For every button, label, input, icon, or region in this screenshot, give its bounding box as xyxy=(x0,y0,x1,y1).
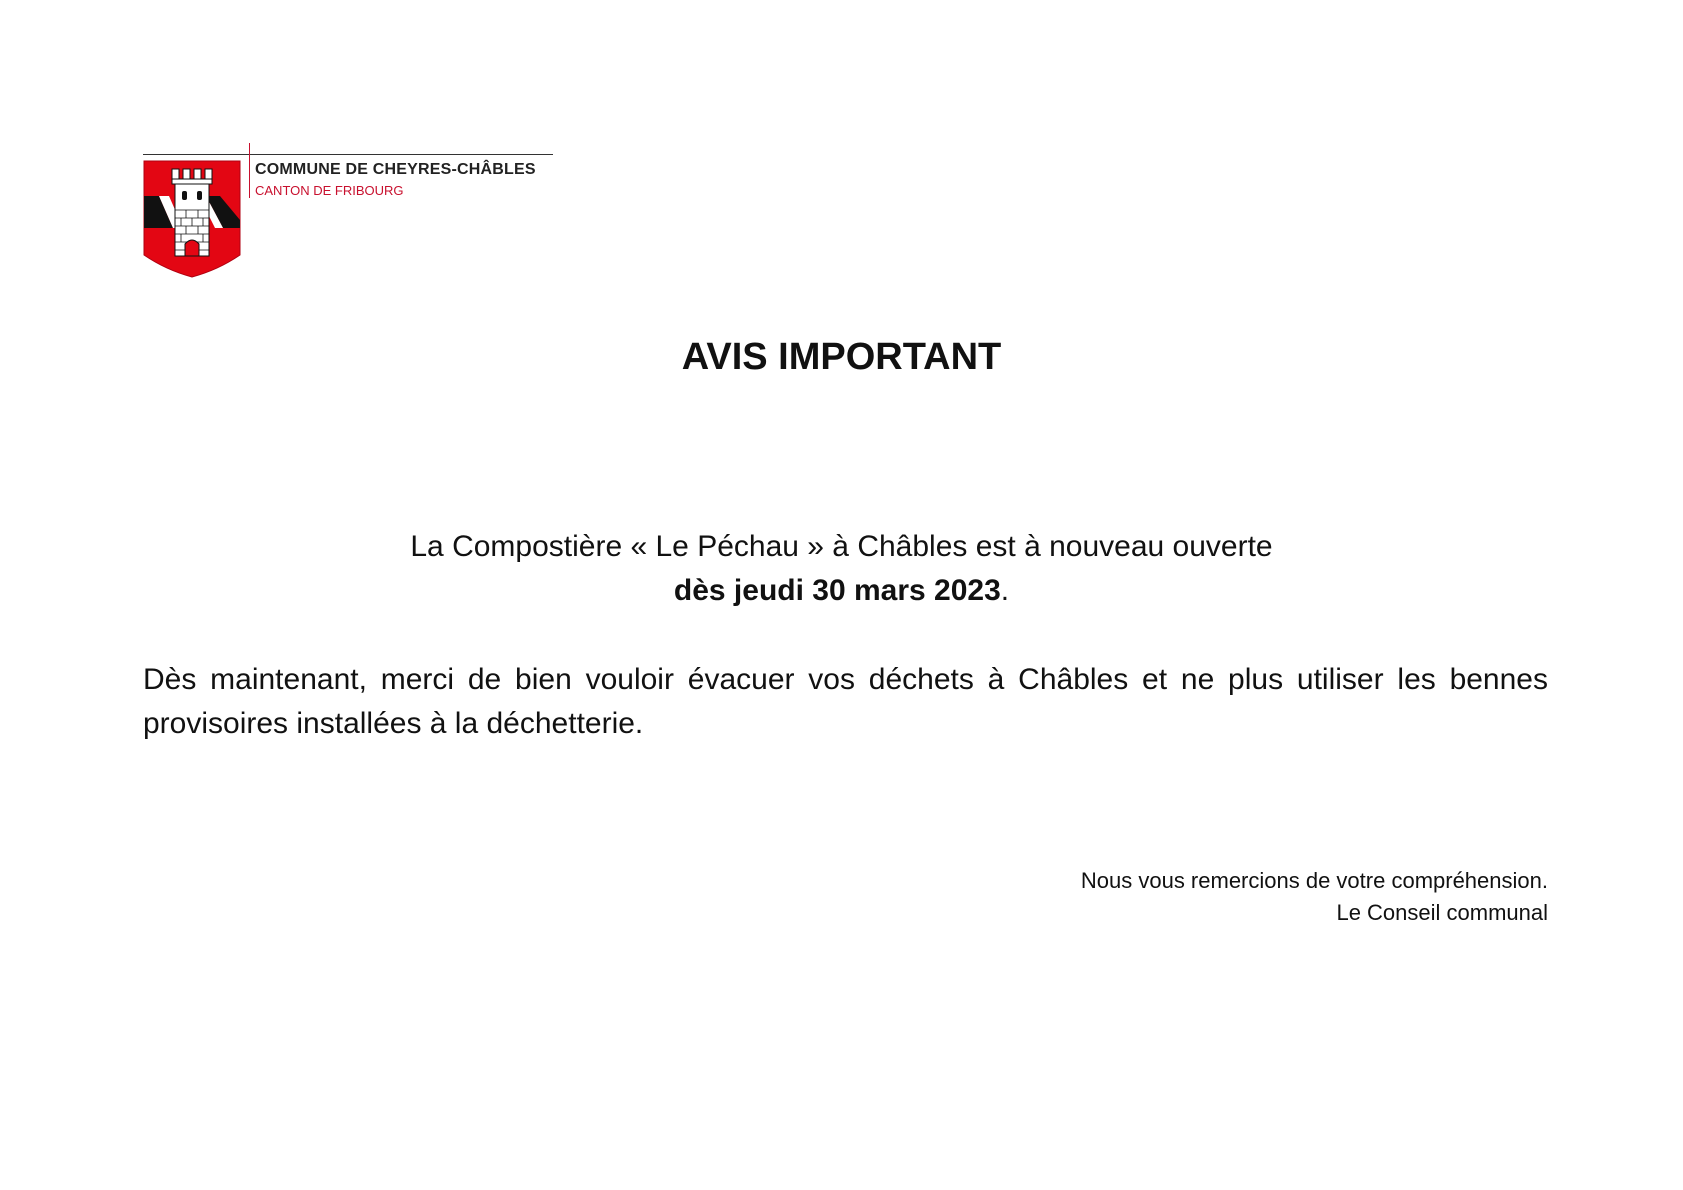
announcement xyxy=(0,525,1683,613)
canton-name: CANTON DE FRIBOURG xyxy=(255,183,404,198)
reopening-date: dès jeudi 30 mars 2023 xyxy=(673,574,1001,607)
letterhead-divider xyxy=(249,143,250,198)
page-title: AVIS IMPORTANT xyxy=(681,336,1002,378)
date-suffix: . xyxy=(1000,574,1010,607)
instruction-paragraph: Dès maintenant, merci de bien vouloir évacuer vos déchets à Châbles et ne plus utiliser les bennes provisoires installées à la déchetterie. xyxy=(143,663,1548,740)
thanks-line: Nous vous remercions de votre compréhension. xyxy=(1080,868,1548,893)
announcement-date-line xyxy=(0,569,1683,613)
signature-line: Le Conseil communal xyxy=(1336,900,1548,925)
signoff xyxy=(1081,865,1548,929)
commune-name: COMMUNE DE CHEYRES-CHÂBLES xyxy=(255,161,536,178)
coat-of-arms-icon xyxy=(143,160,241,278)
letterhead-rule xyxy=(143,154,553,155)
tower-icon xyxy=(172,169,212,256)
announcement-line: La Compostière « Le Péchau » à Châbles est à nouveau ouverte xyxy=(410,530,1273,563)
letterhead xyxy=(143,143,555,283)
